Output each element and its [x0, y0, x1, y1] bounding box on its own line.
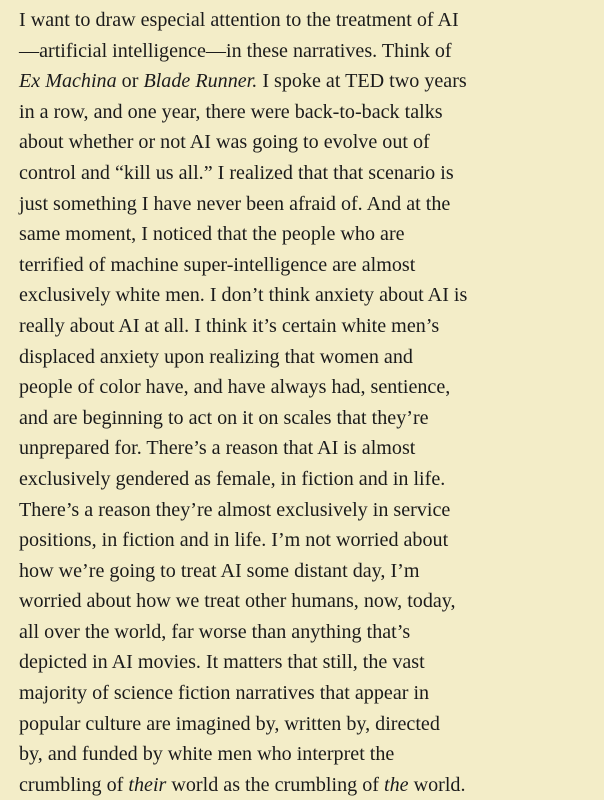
text-segment: —artificial intelligence—in these narratives. Think of [19, 39, 452, 62]
text-line [19, 158, 592, 189]
text-line [19, 770, 592, 800]
text-line [19, 5, 592, 36]
text-segment: exclusively gendered as female, in fiction and in life. [19, 467, 446, 490]
text-segment: by, and funded by white men who interpret the [19, 743, 395, 766]
text-line [19, 433, 592, 464]
text-segment: people of color have, and have always had, sentience, [19, 376, 451, 399]
text-segment: positions, in fiction and in life. I’m not worried about [19, 529, 449, 552]
text-segment: popular culture are imagined by, written by, directed [19, 712, 440, 735]
text-segment: how we’re going to treat AI some distant day, I’m [19, 559, 420, 582]
text-segment: depicted in AI movies. It matters that still, the vast [19, 651, 425, 674]
text-segment: or [116, 70, 144, 93]
text-segment: displaced anxiety upon realizing that women and [19, 345, 413, 368]
text-segment: and are beginning to act on it on scales that they’re [19, 406, 429, 429]
text-segment: terrified of machine super-intelligence are almost [19, 253, 416, 276]
text-segment: I want to draw especial attention to the treatment of AI [19, 9, 459, 31]
text-segment: worried about how we treat other humans, now, today, [19, 590, 456, 613]
text-segment: world. [408, 773, 466, 796]
text-line [19, 127, 592, 158]
text-segment: same moment, I noticed that the people who are [19, 223, 405, 246]
text-line [19, 36, 592, 67]
text-line [19, 556, 592, 587]
text-line [19, 678, 592, 709]
italic-text: Ex Machina [19, 70, 117, 93]
italic-text: the [383, 773, 409, 796]
passage-paragraph [19, 5, 592, 800]
text-line [19, 66, 592, 97]
text-line [19, 617, 592, 648]
text-segment: control and “kill us all.” I realized that that scenario is [19, 161, 454, 184]
text-line [19, 647, 592, 678]
text-line [19, 219, 592, 250]
text-segment: exclusively white men. I don’t think anxiety about AI is [19, 284, 468, 307]
text-segment: unprepared for. There’s a reason that AI is almost [19, 437, 416, 460]
text-line [19, 280, 592, 311]
text-segment: There’s a reason they’re almost exclusively in service [19, 498, 451, 521]
text-segment: majority of science fiction narratives that appear in [19, 682, 430, 705]
text-segment: crumbling of [19, 773, 129, 796]
text-segment: all over the world, far worse than anything that’s [19, 620, 411, 643]
text-line [19, 586, 592, 617]
text-segment: about whether or not AI was going to evolve out of [19, 131, 430, 154]
text-line [19, 739, 592, 770]
text-line [19, 311, 592, 342]
text-line [19, 342, 592, 373]
text-segment: I spoke at TED two years [257, 70, 467, 93]
text-line [19, 403, 592, 434]
text-line [19, 495, 592, 526]
text-line [19, 189, 592, 220]
text-segment: in a row, and one year, there were back-to-back talks [19, 100, 443, 123]
italic-text: their [128, 773, 167, 796]
text-line [19, 525, 592, 556]
text-line [19, 464, 592, 495]
text-line [19, 372, 592, 403]
text-line [19, 250, 592, 281]
text-segment: world as the crumbling of [166, 773, 384, 796]
text-segment: really about AI at all. I think it’s certain white men’s [19, 314, 440, 337]
text-segment: just something I have never been afraid of. And at the [19, 192, 451, 215]
text-line [19, 709, 592, 740]
text-line [19, 97, 592, 128]
italic-text: Blade Runner. [143, 70, 258, 93]
